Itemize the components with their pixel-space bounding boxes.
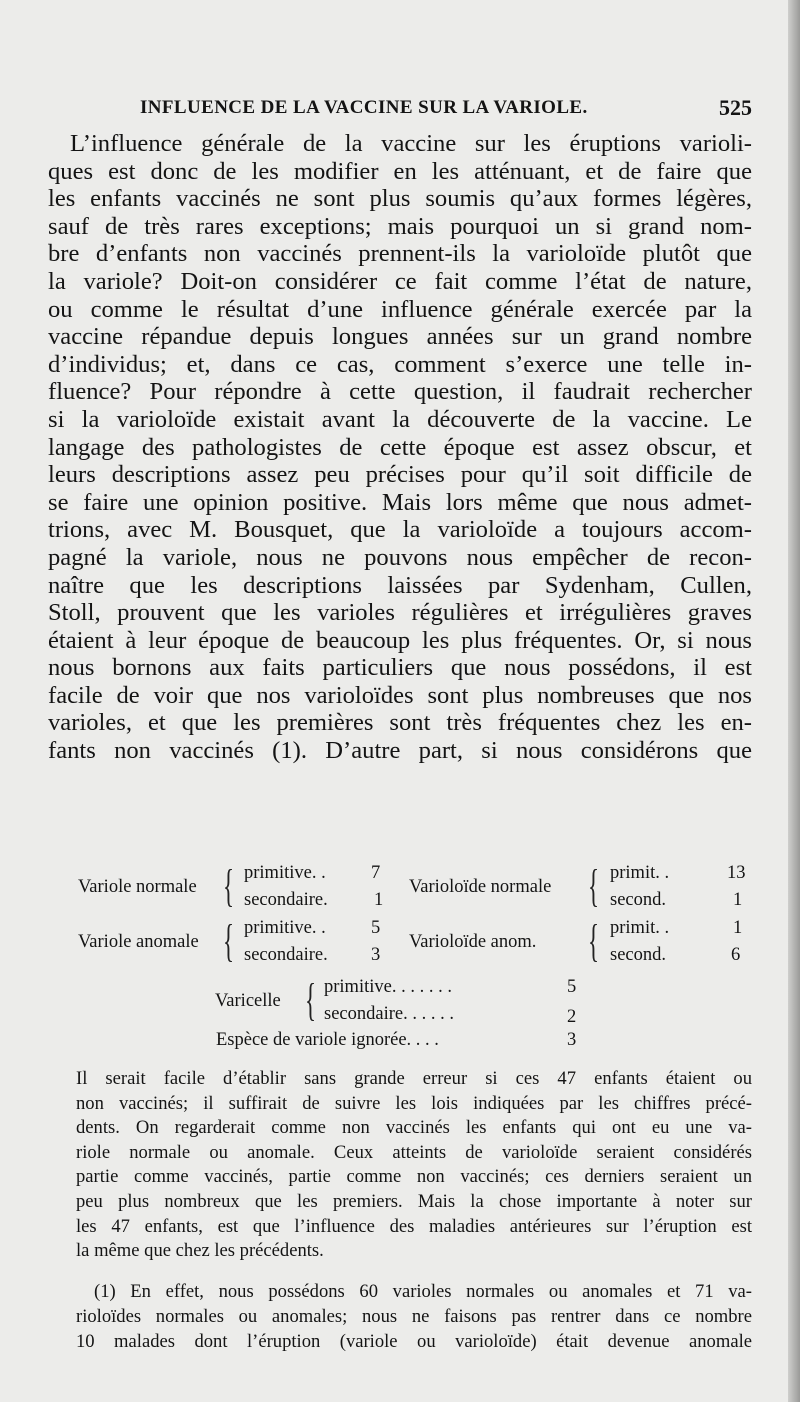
- label-secondaire: secondaire.: [244, 945, 328, 965]
- label-varioloide-anom: Varioloïde anom.: [409, 932, 537, 952]
- text-line: la variole? Doit-on considérer ce fait comme l’état de nature,: [48, 267, 752, 295]
- label-primitive: primitive. .: [244, 918, 326, 938]
- text-line: riole normale ou anomale. Ceux atteints de varioloïde seraient considérés: [76, 1141, 752, 1163]
- text-line: les 47 enfants, est que l’influence des maladies antérieures sur l’éruption est: [76, 1215, 752, 1237]
- value-variole-normale-primitive: 7: [371, 863, 381, 883]
- label-varicelle-secondaire: secondaire. . . . . .: [324, 1004, 454, 1024]
- text-line: si la varioloïde existait avant la découverte de la vaccine. Le: [48, 405, 752, 433]
- value-variole-normale-secondaire: 1: [374, 890, 384, 910]
- brace-symbol: {: [223, 860, 235, 911]
- label-second: second.: [610, 890, 666, 910]
- text-line: rioloïdes normales ou anomales; nous ne faisons pas rentrer dans ce nombre: [76, 1305, 752, 1327]
- text-line: sauf de très rares exceptions; mais pourquoi un si grand nom-: [48, 212, 752, 240]
- label-varicelle-primitive: primitive. . . . . . .: [324, 977, 452, 997]
- label-primit: primit. .: [610, 918, 670, 938]
- text-line: dents. On regarderait comme non vaccinés les enfants qui ont eu une va-: [76, 1117, 752, 1139]
- value-varioloide-normale-primit: 13: [727, 863, 746, 883]
- value-varioloide-normale-second: 1: [733, 890, 743, 910]
- text-line: fluence? Pour répondre à cette question, il faudrait rechercher: [48, 378, 752, 406]
- text-line: les enfants vaccinés ne sont plus soumis qu’aux formes légères,: [48, 185, 752, 213]
- label-variole-normale: Variole normale: [78, 877, 197, 897]
- brace-symbol: {: [588, 860, 600, 911]
- label-varicelle: Varicelle: [215, 991, 281, 1011]
- brace-symbol: {: [305, 974, 317, 1025]
- label-second: second.: [610, 945, 666, 965]
- text-line: (1) En effet, nous possédons 60 varioles normales ou anomales et 71 va-: [94, 1281, 752, 1302]
- page-header: [140, 97, 752, 127]
- text-line: non vaccinés; il suffirait de suivre les lois indiquées par les chiffres précé-: [76, 1092, 752, 1114]
- label-primitive: primitive. .: [244, 863, 326, 883]
- value-espece-ignoree: 3: [567, 1030, 577, 1050]
- main-paragraph: [48, 130, 752, 765]
- text-line: vaccine répandue depuis longues années sur un grand nombre: [48, 323, 752, 351]
- text-line: ques est donc de les modifier en les atténuant, et de faire que: [48, 157, 752, 185]
- case-count-table: [48, 860, 752, 1056]
- value-varicelle-primitive: 5: [567, 977, 577, 997]
- text-line: 10 malades dont l’éruption (variole ou varioloïde) était devenue anomale: [76, 1330, 752, 1352]
- value-varioloide-anom-second: 6: [731, 945, 741, 965]
- brace-symbol: {: [223, 915, 235, 966]
- value-varicelle-secondaire: 2: [567, 1007, 577, 1027]
- page-edge: [788, 0, 800, 1402]
- text-line: L’influence générale de la vaccine sur les éruptions varioli-: [70, 130, 752, 157]
- label-primit: primit. .: [610, 863, 670, 883]
- label-secondaire: secondaire.: [244, 890, 328, 910]
- text-line: d’individus; et, dans ce cas, comment s’exerce une telle in-: [48, 350, 752, 378]
- footnote: [76, 1280, 752, 1354]
- text-line: ou comme le résultat d’une influence générale exercée par la: [48, 295, 752, 323]
- page-number: 525: [719, 95, 752, 120]
- label-espece-ignoree: Espèce de variole ignorée. . . .: [216, 1030, 439, 1050]
- text-line: étaient à leur époque de beaucoup les plus fréquentes. Or, si nous: [48, 626, 752, 654]
- text-line: se faire une opinion positive. Mais lors même que nous admet-: [48, 488, 752, 516]
- text-line: naître que les descriptions laissées par Sydenham, Cullen,: [48, 571, 752, 599]
- text-line: Il serait facile d’établir sans grande erreur si ces 47 enfants étaient ou: [76, 1068, 752, 1089]
- text-line: peu plus nombreux que les premiers. Mais la chose importante à noter sur: [76, 1190, 752, 1212]
- brace-symbol: {: [588, 915, 600, 966]
- label-variole-anomale: Variole anomale: [78, 932, 199, 952]
- text-line: pagné la variole, nous ne pouvons nous empêcher de recon-: [48, 543, 752, 571]
- value-varioloide-anom-primit: 1: [733, 918, 743, 938]
- text-line: Stoll, prouvent que les varioles régulières et irrégulières graves: [48, 599, 752, 627]
- running-title: INFLUENCE DE LA VACCINE SUR LA VARIOLE.: [140, 97, 588, 118]
- value-variole-anomale-secondaire: 3: [371, 945, 381, 965]
- text-line: langage des pathologistes de cette époque est assez obscur, et: [48, 433, 752, 461]
- text-line: facile de voir que nos varioloïdes sont plus nombreuses que nos: [48, 681, 752, 709]
- text-line: fants non vaccinés (1). D’autre part, si nous considérons que: [48, 737, 752, 765]
- text-line: bre d’enfants non vaccinés prennent-ils la varioloïde plutôt que: [48, 240, 752, 268]
- text-line: varioles, et que les premières sont très fréquentes chez les en-: [48, 709, 752, 737]
- text-line: partie comme vaccinés, partie comme non vaccinés; ces derniers seraient un: [76, 1166, 752, 1188]
- commentary-paragraph: [76, 1067, 752, 1264]
- text-line: la même que chez les précédents.: [76, 1240, 324, 1262]
- text-line: nous bornons aux faits particuliers que nous possédons, il est: [48, 654, 752, 682]
- value-variole-anomale-primitive: 5: [371, 918, 381, 938]
- label-varioloide-normale: Varioloïde normale: [409, 877, 552, 897]
- text-line: leurs descriptions assez peu précises pour qu’il soit difficile de: [48, 461, 752, 489]
- text-line: trions, avec M. Bousquet, que la varioloïde a toujours accom-: [48, 516, 752, 544]
